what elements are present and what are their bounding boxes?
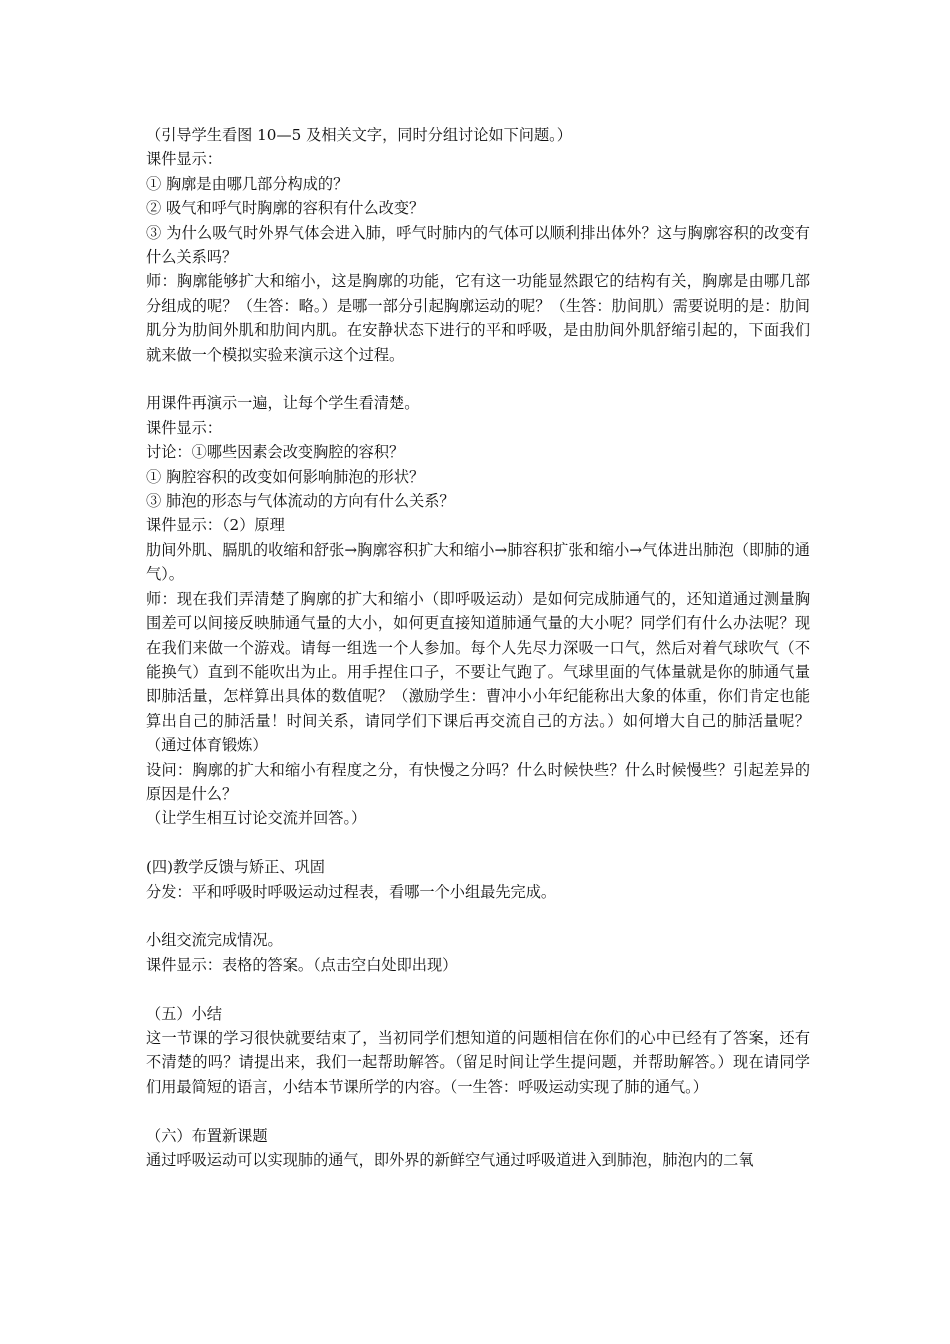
section-5-heading: （五）小结 [146, 1004, 222, 1023]
question-setup: 设问：胸廓的扩大和缩小有程度之分，有快慢之分吗？什么时候快些？什么时候慢些？引起差异的原因是什么？ [146, 760, 810, 803]
courseware-label-2: 课件显示： [146, 418, 222, 437]
demo-again: 用课件再演示一遍，让每个学生看清楚。 [146, 394, 420, 413]
blank-line-5 [146, 1099, 810, 1123]
teacher-paragraph-1: 师：胸廓能够扩大和缩小，这是胸廓的功能，它有这一功能显然跟它的结构有关，胸廓是由哪几部分组成的呢？（生答：略。）是哪一部分引起胸廓运动的呢？（生答：肋间肌）需要说明的是：肋间肌分为肋间外肌和肋间内肌。在安静状态下进行的平和呼吸，是由肋间外肌舒缩引起的，下面我们就来做一个模拟实验来演示这个过程。 [146, 272, 810, 364]
blank-line-3 [146, 904, 810, 928]
blank-line-4 [146, 977, 810, 1001]
discussion-2: ① 胸腔容积的改变如何影响肺泡的形状？ [146, 467, 425, 486]
section-6-heading: （六）布置新课题 [146, 1126, 268, 1145]
discussion-1: 讨论：①哪些因素会改变胸腔的容积？ [146, 443, 405, 462]
courseware-answer: 课件显示：表格的答案。（点击空白处即出现） [146, 955, 458, 974]
teacher-paragraph-2: 师：现在我们弄清楚了胸廓的扩大和缩小（即呼吸运动）是如何完成肺通气的，还知道通过测量胸围差可以间接反映肺通气量的大小，如何更直接知道肺通气量的大小呢？同学们有什么办法呢？现在我们来做一个游戏。请每一组选一个人参加。每个人先尽力深吸一口气，然后对着气球吹气（不能换气）直到不能吹出为止。用手捏住口子，不要让气跑了。气球里面的气体量就是你的肺通气量即肺活量，怎样算出具体的数值呢？（激励学生：曹冲小小年纪能称出大象的体重，你们肯定也能算出自己的肺活量！时间关系，请同学们下课后再交流自己的方法。）如何增大自己的肺活量呢？（通过体育锻炼） [146, 589, 810, 755]
handout-line: 分发：平和呼吸时呼吸运动过程表，看哪一个小组最先完成。 [146, 882, 557, 901]
question-1: ① 胸廓是由哪几部分构成的？ [146, 174, 349, 193]
group-exchange: 小组交流完成情况。 [146, 931, 283, 950]
principle-chain: 肋间外肌、膈肌的收缩和舒张→胸廓容积扩大和缩小→肺容积扩张和缩小→气体进出肺泡（即肺的通气）。 [146, 540, 810, 584]
courseware-principle: 课件显示：（2）原理 [146, 516, 285, 535]
discussion-3: ③ 肺泡的形态与气体流动的方向有什么关系？ [146, 492, 455, 511]
question-3: ③ 为什么吸气时外界气体会进入肺，呼气时肺内的气体可以顺利排出体外？这与胸廓容积的改变有什么关系吗？ [146, 223, 810, 267]
blank-line-1 [146, 367, 810, 391]
new-topic-paragraph: 通过呼吸运动可以实现肺的通气，即外界的新鲜空气通过呼吸道进入到肺泡，肺泡内的二氧 [146, 1150, 754, 1169]
summary-paragraph: 这一节课的学习很快就要结束了，当初同学们想知道的问题相信在你们的心中已经有了答案，还有不清楚的吗？请提出来，我们一起帮助解答。（留足时间让学生提问题，并帮助解答。）现在请同学们用最简短的语言，小结本节课所学的内容。（一生答：呼吸运动实现了肺的通气。） [146, 1028, 810, 1096]
intro-instruction: （引导学生看图 10—5 及相关文字，同时分组讨论如下问题。） [146, 126, 572, 144]
blank-line-2 [146, 831, 810, 855]
document-page [146, 123, 810, 1172]
question-2: ② 吸气和呼气时胸廓的容积有什么改变？ [146, 199, 425, 218]
student-discussion: （让学生相互讨论交流并回答。） [146, 809, 367, 828]
section-4-heading: (四)教学反馈与矫正、巩固 [146, 858, 325, 877]
courseware-label-1: 课件显示： [146, 150, 222, 169]
